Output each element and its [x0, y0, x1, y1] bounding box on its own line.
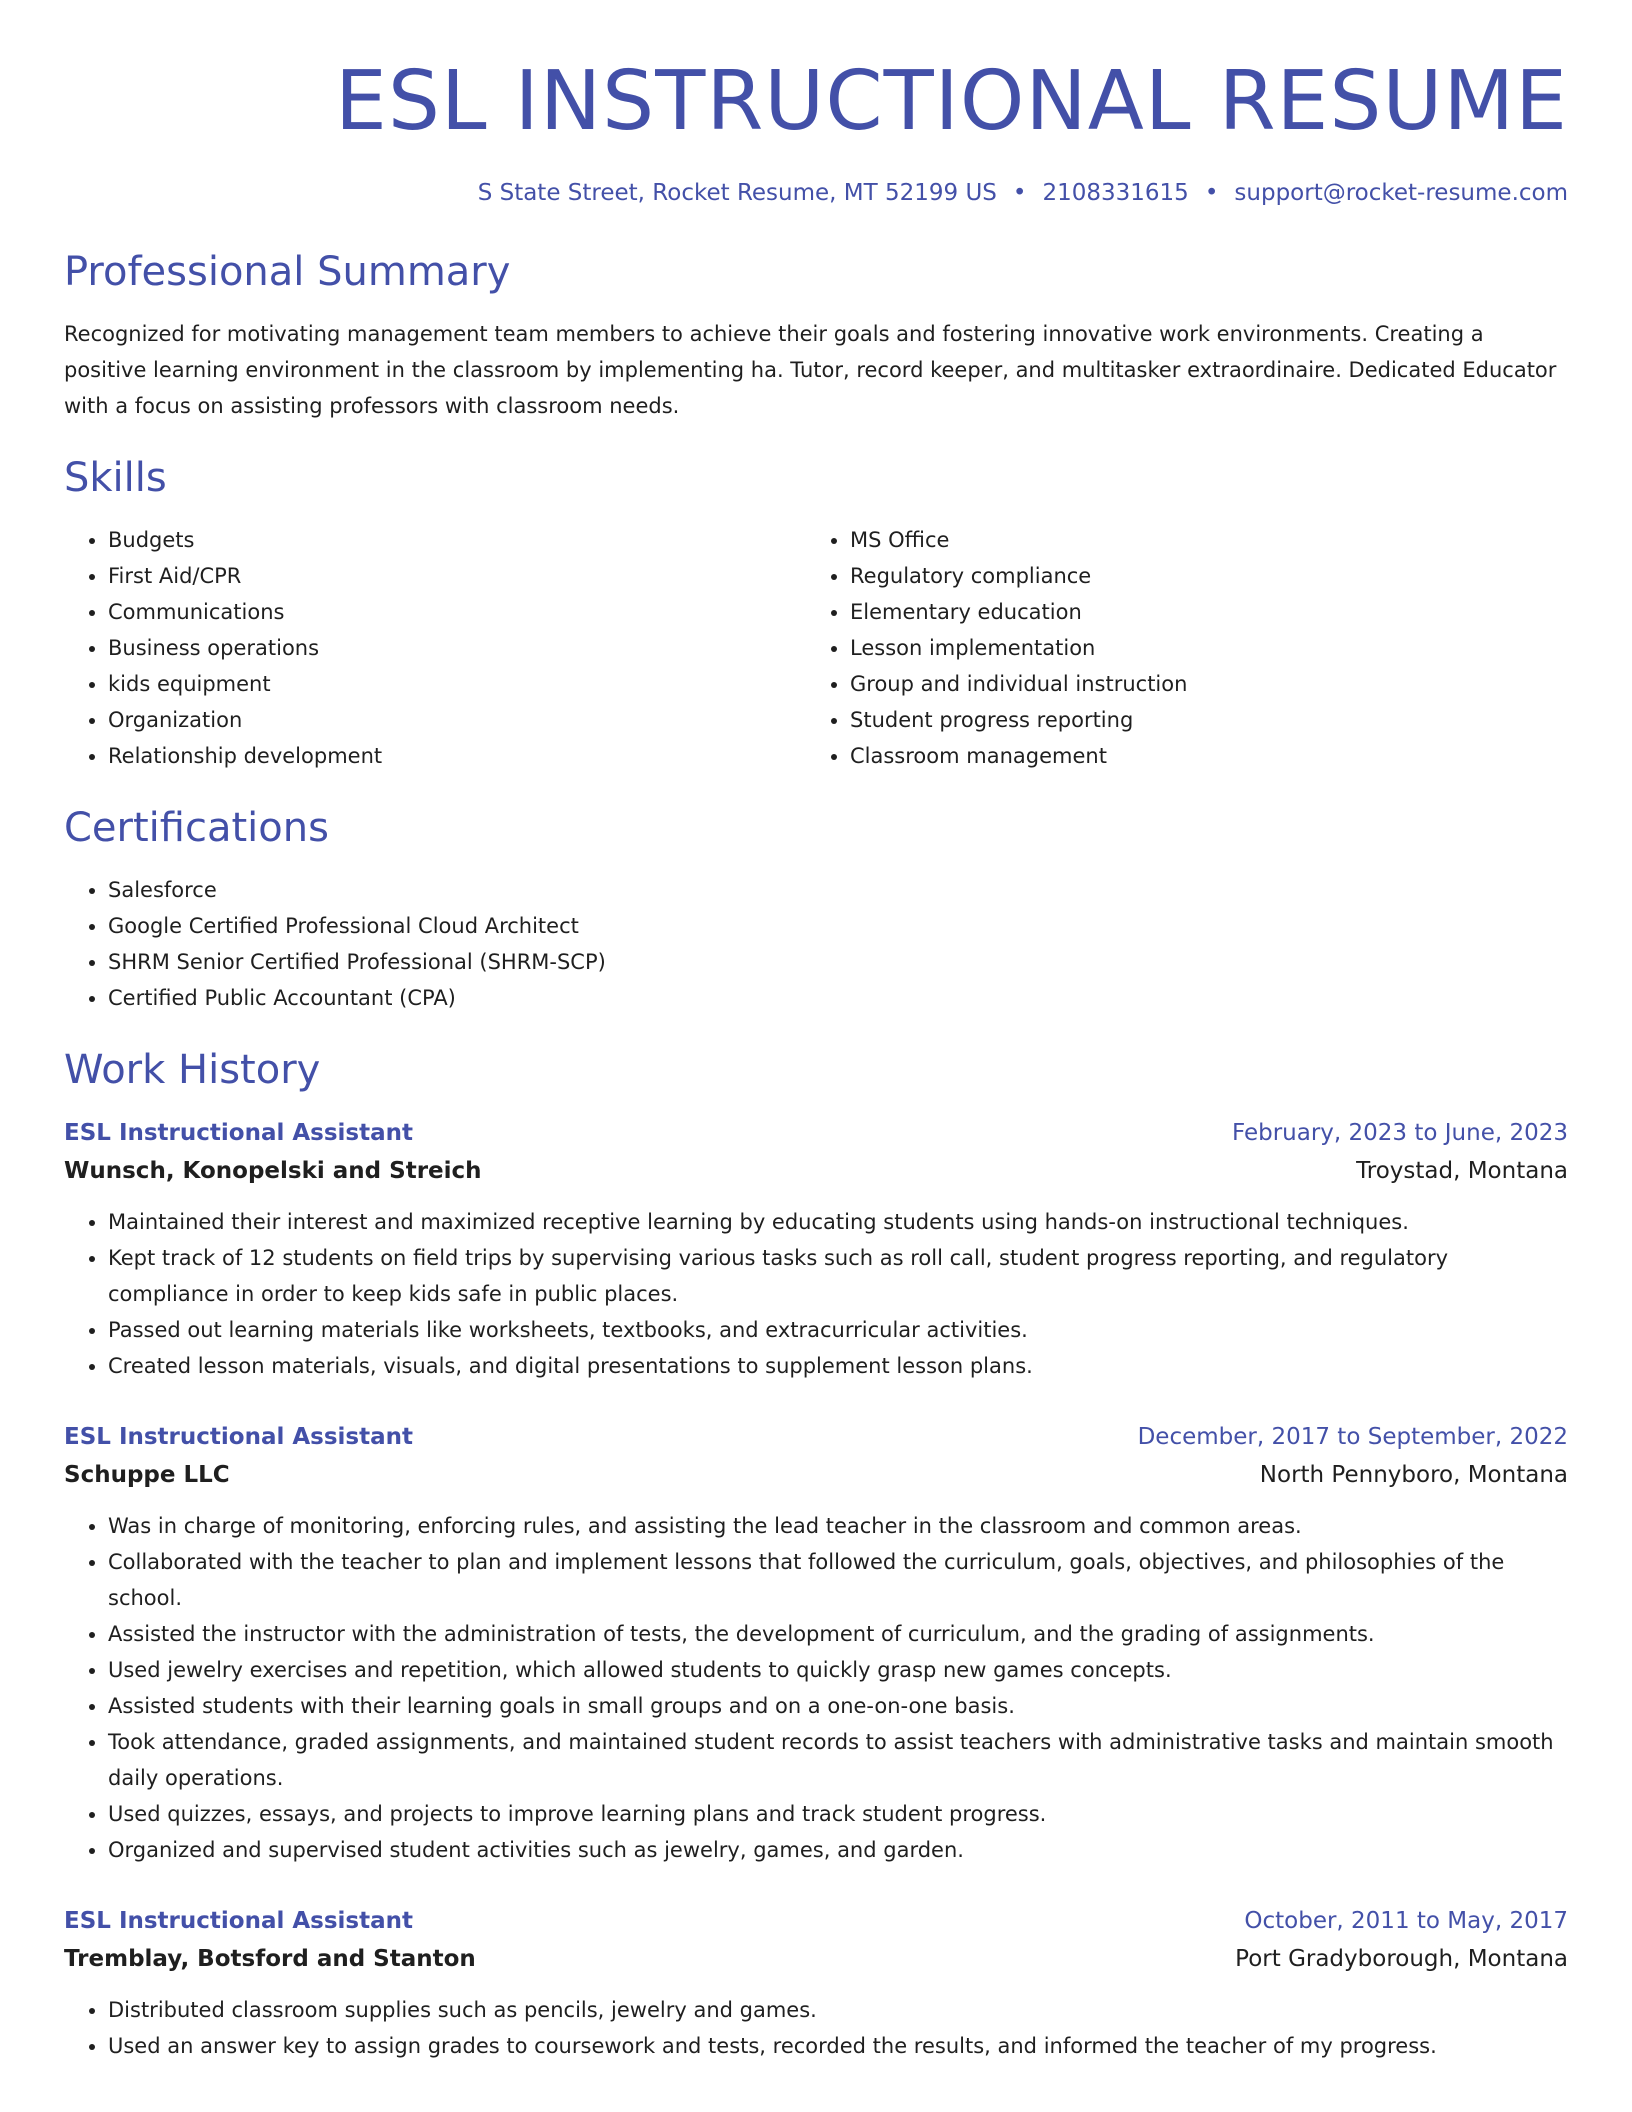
- skill-item: • Communications: [108, 594, 806, 630]
- contact-phone: 2108331615: [1042, 180, 1189, 206]
- certifications-list: [64, 872, 1568, 1016]
- skill-item: • Elementary education: [850, 594, 1548, 630]
- job-bullets: [64, 1992, 1568, 2064]
- certification-item: • Certified Public Accountant (CPA): [108, 980, 1568, 1016]
- job-bullet: • Organized and supervised student activities such as jewelry, games, and garden.: [108, 1832, 1568, 1868]
- job-company: Schuppe LLC: [64, 1462, 230, 1488]
- job-bullet: • Kept track of 12 students on field trips by supervising various tasks such as roll call, student progress reporting, and regulatory compliance in order to keep kids safe in public places.: [108, 1240, 1568, 1312]
- resume-header: [64, 52, 1568, 208]
- skill-item: • Classroom management: [850, 738, 1548, 774]
- skill-item: • Budgets: [108, 522, 806, 558]
- job-dates: February, 2023 to June, 2023: [1231, 1120, 1568, 1146]
- resume-page: [64, 0, 1568, 2064]
- job-title: ESL Instructional Assistant: [64, 1120, 414, 1146]
- job-bullet: • Created lesson materials, visuals, and digital presentations to supplement lesson plans.: [108, 1348, 1568, 1384]
- work-history-heading: Work History: [64, 1047, 321, 1093]
- job-bullet: • Distributed classroom supplies such as pencils, jewelry and games.: [108, 1992, 1568, 2028]
- certification-item: • SHRM Senior Certified Professional (SHRM-SCP): [108, 944, 1568, 980]
- job-company: Wunsch, Konopelski and Streich: [64, 1158, 482, 1184]
- job-bullet: • Maintained their interest and maximized receptive learning by educating students using hands-on instructional techniques.: [108, 1204, 1568, 1240]
- summary-text: Recognized for motivating management team members to achieve their goals and fostering innovative work environments. Creating a positive learning environment in the classroom by implementing ha. Tutor, record keeper, and multitasker extraordinaire. Dedicated Educator with a focus on assisting professors with classroom needs.: [64, 322, 1557, 418]
- job-bullet: • Used an answer key to assign grades to coursework and tests, recorded the results, and informed the teacher of my progress.: [108, 2028, 1568, 2064]
- summary-heading: Professional Summary: [64, 249, 511, 295]
- contact-separator: •: [1012, 180, 1027, 206]
- skill-item: • Business operations: [108, 630, 806, 666]
- job-bullets: [64, 1204, 1568, 1384]
- job-bullet: • Collaborated with the teacher to plan and implement lessons that followed the curriculum, goals, objectives, and philosophies of the school.: [108, 1544, 1568, 1616]
- certification-item: • Salesforce: [108, 872, 1568, 908]
- contact-line: [64, 178, 1568, 208]
- skill-item: • Organization: [108, 702, 806, 738]
- job-location: Port Gradyborough, Montana: [1235, 1946, 1568, 1972]
- job-bullet: • Assisted students with their learning goals in small groups and on a one-on-one basis.: [108, 1688, 1568, 1724]
- skills-heading: Skills: [64, 455, 167, 501]
- job-entry: [64, 1902, 1568, 2064]
- job-title-row: [64, 1418, 1568, 1456]
- certifications-heading: Certifications: [64, 805, 329, 851]
- skills-list-right: [806, 522, 1548, 774]
- job-company: Tremblay, Botsford and Stanton: [64, 1946, 476, 1972]
- job-company-row: [64, 1152, 1568, 1190]
- job-company-row: [64, 1456, 1568, 1494]
- job-bullet: • Assisted the instructor with the administration of tests, the development of curriculum, and the grading of assignments.: [108, 1616, 1568, 1652]
- skill-item: • Regulatory compliance: [850, 558, 1548, 594]
- job-entry: [64, 1114, 1568, 1384]
- resume-title: ESL INSTRUCTIONAL RESUME: [335, 54, 1568, 149]
- job-title-row: [64, 1902, 1568, 1940]
- skill-item: • MS Office: [850, 522, 1548, 558]
- contact-address: S State Street, Rocket Resume, MT 52199 US: [477, 180, 997, 206]
- contact-separator: •: [1204, 180, 1219, 206]
- job-bullet: • Passed out learning materials like worksheets, textbooks, and extracurricular activities.: [108, 1312, 1568, 1348]
- skill-item: • Relationship development: [108, 738, 806, 774]
- job-entry: [64, 1418, 1568, 1868]
- job-dates: December, 2017 to September, 2022: [1137, 1424, 1568, 1450]
- job-location: Troystad, Montana: [1356, 1158, 1568, 1184]
- skill-item: • Student progress reporting: [850, 702, 1548, 738]
- skills-grid: [64, 522, 1568, 774]
- skill-item: • kids equipment: [108, 666, 806, 702]
- job-company-row: [64, 1940, 1568, 1978]
- job-title: ESL Instructional Assistant: [64, 1424, 414, 1450]
- job-title-row: [64, 1114, 1568, 1152]
- job-bullet: • Used quizzes, essays, and projects to improve learning plans and track student progress.: [108, 1796, 1568, 1832]
- skill-item: • Group and individual instruction: [850, 666, 1548, 702]
- skill-item: • First Aid/CPR: [108, 558, 806, 594]
- job-title: ESL Instructional Assistant: [64, 1908, 414, 1934]
- certification-item: • Google Certified Professional Cloud Architect: [108, 908, 1568, 944]
- job-dates: October, 2011 to May, 2017: [1244, 1908, 1568, 1934]
- job-location: North Pennyboro, Montana: [1259, 1462, 1568, 1488]
- contact-email: support@rocket-resume.com: [1234, 180, 1568, 206]
- job-bullets: [64, 1508, 1568, 1868]
- job-bullet: • Used jewelry exercises and repetition, which allowed students to quickly grasp new games concepts.: [108, 1652, 1568, 1688]
- job-bullet: • Was in charge of monitoring, enforcing rules, and assisting the lead teacher in the classroom and common areas.: [108, 1508, 1568, 1544]
- skill-item: • Lesson implementation: [850, 630, 1548, 666]
- skills-list-left: [64, 522, 806, 774]
- job-bullet: • Took attendance, graded assignments, and maintained student records to assist teachers with administrative tasks and maintain smooth daily operations.: [108, 1724, 1568, 1796]
